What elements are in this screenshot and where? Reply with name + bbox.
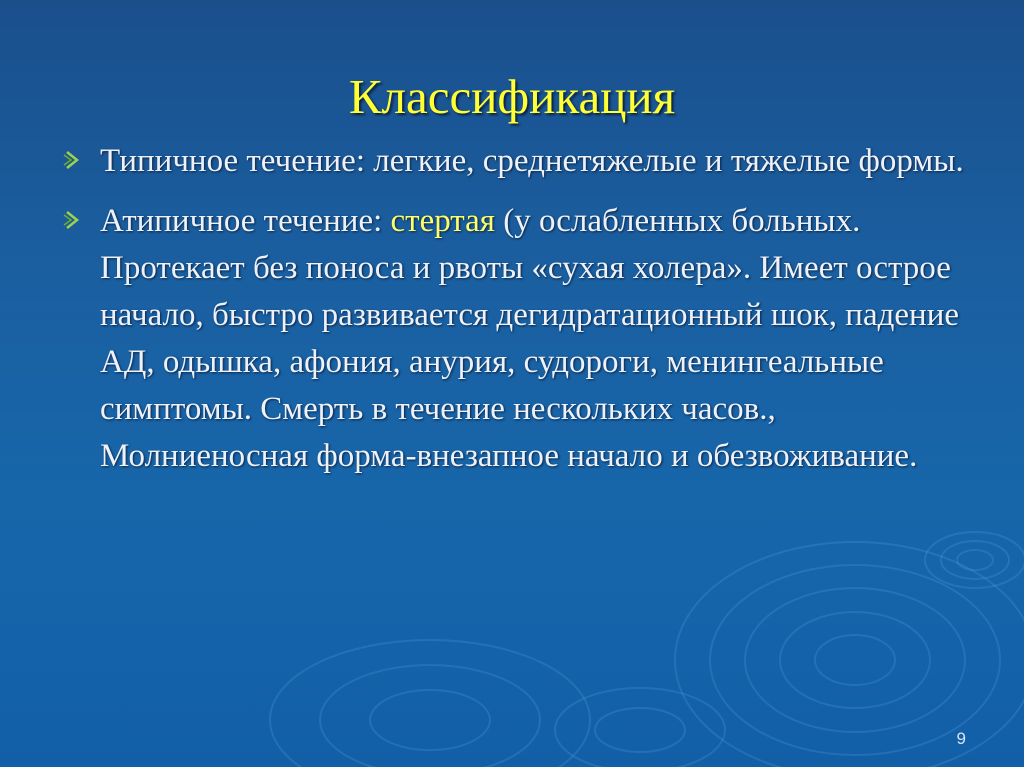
slide-title: Классификация — [348, 69, 676, 124]
bullet-text-suffix: (у ослабленных больных. Протекает без поноса и рвоты «сухая холера». Имеет острое начало, быстро развивается дегидратационный шок, падение АД, одышка, афония, анурия, судороги, менингеальные симптомы. Смерть в течение нескольких часов., Молниеносная форма-внезапное начало и обезвоживание. — [100, 203, 959, 474]
bullet-list — [62, 138, 982, 493]
bullet-text-prefix: Атипичное течение: — [100, 203, 391, 239]
bullet-typical-course — [62, 138, 982, 185]
arrow-right-icon — [62, 149, 84, 171]
bullet-atypical-course — [62, 198, 982, 480]
highlighted-term: стертая — [390, 203, 495, 239]
page-number: 9 — [956, 729, 966, 748]
arrow-right-icon — [62, 209, 84, 231]
bullet-text: Типичное течение: легкие, среднетяжелые и тяжелые формы. — [100, 143, 964, 179]
